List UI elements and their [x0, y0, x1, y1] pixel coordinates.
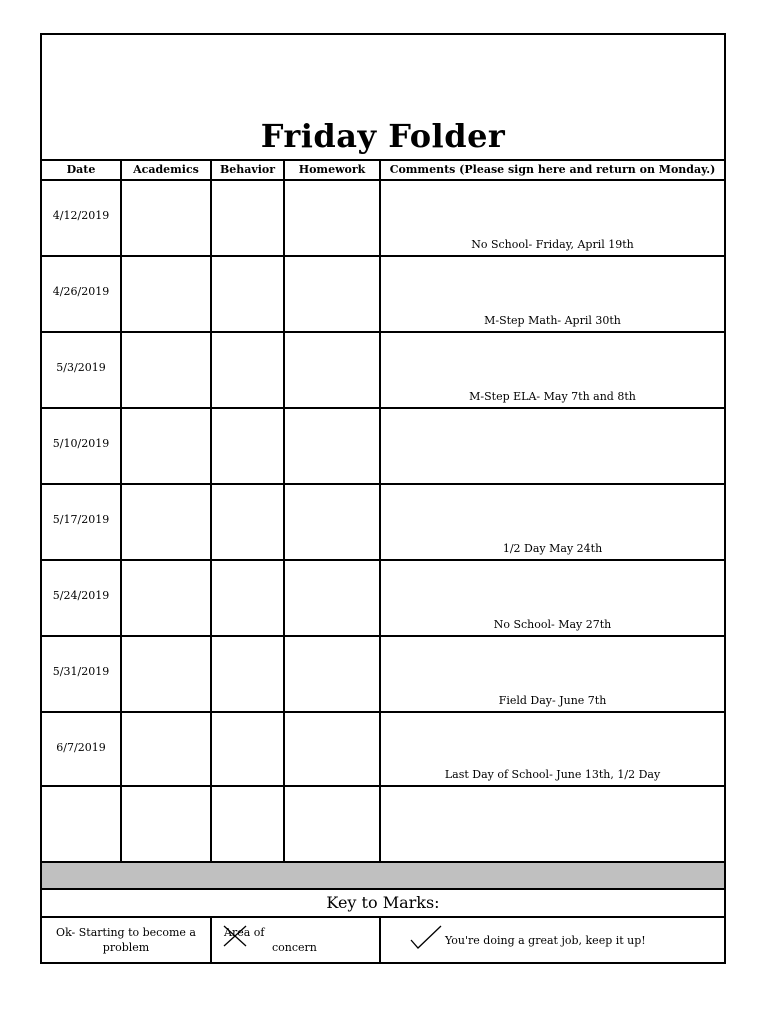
- homework-cell[interactable]: [283, 561, 379, 635]
- table-row: [42, 407, 724, 483]
- comment-value: Last Day of School- June 13th, 1/2 Day: [444, 768, 661, 781]
- behavior-cell[interactable]: [210, 637, 283, 711]
- date-cell: [42, 181, 120, 255]
- header-academics: Academics: [120, 161, 210, 179]
- table-row: [42, 635, 724, 711]
- behavior-cell[interactable]: [210, 181, 283, 255]
- key-great-cell: [379, 918, 724, 964]
- date-value: 5/10/2019: [52, 437, 110, 450]
- comments-cell[interactable]: [379, 713, 724, 785]
- date-value: 5/31/2019: [52, 665, 110, 678]
- academics-cell[interactable]: [120, 787, 210, 861]
- comments-cell[interactable]: [379, 561, 724, 635]
- date-cell: [42, 561, 120, 635]
- header-behavior: Behavior: [210, 161, 283, 179]
- comment-value: No School- May 27th: [493, 618, 612, 631]
- comment-value: 1/2 Day May 24th: [502, 542, 603, 555]
- date-value: 5/24/2019: [52, 589, 110, 602]
- table-header: [42, 159, 724, 179]
- behavior-cell[interactable]: [210, 257, 283, 331]
- friday-folder-sheet: [40, 33, 726, 964]
- comments-cell[interactable]: [379, 409, 724, 483]
- key-concern-cell: [210, 918, 379, 964]
- academics-cell[interactable]: [120, 333, 210, 407]
- separator-band: [42, 861, 724, 888]
- behavior-cell[interactable]: [210, 561, 283, 635]
- homework-cell[interactable]: [283, 787, 379, 861]
- comments-cell[interactable]: [379, 787, 724, 861]
- table-row: [42, 179, 724, 255]
- homework-cell[interactable]: [283, 637, 379, 711]
- date-cell: [42, 257, 120, 331]
- date-cell: [42, 713, 120, 785]
- comments-cell[interactable]: [379, 181, 724, 255]
- homework-cell[interactable]: [283, 713, 379, 785]
- academics-cell[interactable]: [120, 181, 210, 255]
- table-row: [42, 785, 724, 861]
- behavior-cell[interactable]: [210, 485, 283, 559]
- key-ok-line1: Ok- Starting to become a: [56, 926, 196, 939]
- comment-value: M-Step ELA- May 7th and 8th: [469, 390, 636, 403]
- comments-cell[interactable]: [379, 637, 724, 711]
- homework-cell[interactable]: [283, 257, 379, 331]
- comments-cell[interactable]: [379, 257, 724, 331]
- key-ok-cell: [42, 918, 210, 964]
- date-value: 4/26/2019: [52, 285, 110, 298]
- date-cell: [42, 787, 120, 861]
- comments-cell[interactable]: [379, 485, 724, 559]
- behavior-cell[interactable]: [210, 787, 283, 861]
- comment-value: No School- Friday, April 19th: [471, 238, 634, 251]
- date-value: 4/12/2019: [52, 209, 110, 222]
- academics-cell[interactable]: [120, 713, 210, 785]
- header-date: Date: [66, 163, 96, 176]
- comment-value: Field Day- June 7th: [498, 694, 607, 707]
- academics-cell[interactable]: [120, 561, 210, 635]
- table-row: [42, 255, 724, 331]
- key-concern-line1: Area of: [224, 926, 265, 939]
- academics-cell[interactable]: [120, 485, 210, 559]
- title-area: [42, 35, 724, 159]
- key-row: [42, 916, 724, 964]
- key-title: Key to Marks:: [42, 888, 724, 916]
- key-great-text: You're doing a great job, keep it up!: [445, 934, 646, 947]
- table-row: [42, 711, 724, 785]
- behavior-cell[interactable]: [210, 409, 283, 483]
- key-ok-line2: problem: [102, 941, 150, 954]
- date-cell: [42, 409, 120, 483]
- key-concern-line2: concern: [272, 941, 317, 954]
- homework-cell[interactable]: [283, 409, 379, 483]
- date-value: 6/7/2019: [56, 741, 106, 754]
- key-ok-text: [42, 925, 210, 955]
- page-title: Friday Folder: [260, 117, 506, 155]
- date-cell: [42, 485, 120, 559]
- behavior-cell[interactable]: [210, 333, 283, 407]
- comment-value: M-Step Math- April 30th: [484, 314, 621, 327]
- date-cell: [42, 637, 120, 711]
- homework-cell[interactable]: [283, 333, 379, 407]
- date-value: 5/17/2019: [52, 513, 110, 526]
- comments-cell[interactable]: [379, 333, 724, 407]
- date-value: 5/3/2019: [56, 361, 106, 374]
- table-row: [42, 331, 724, 407]
- academics-cell[interactable]: [120, 409, 210, 483]
- header-homework: Homework: [283, 161, 379, 179]
- behavior-cell[interactable]: [210, 713, 283, 785]
- table-row: [42, 559, 724, 635]
- date-cell: [42, 333, 120, 407]
- table-row: [42, 483, 724, 559]
- header-comments: Comments (Please sign here and return on Monday.): [379, 161, 724, 179]
- check-mark-icon: [409, 924, 443, 950]
- academics-cell[interactable]: [120, 637, 210, 711]
- homework-cell[interactable]: [283, 485, 379, 559]
- academics-cell[interactable]: [120, 257, 210, 331]
- homework-cell[interactable]: [283, 181, 379, 255]
